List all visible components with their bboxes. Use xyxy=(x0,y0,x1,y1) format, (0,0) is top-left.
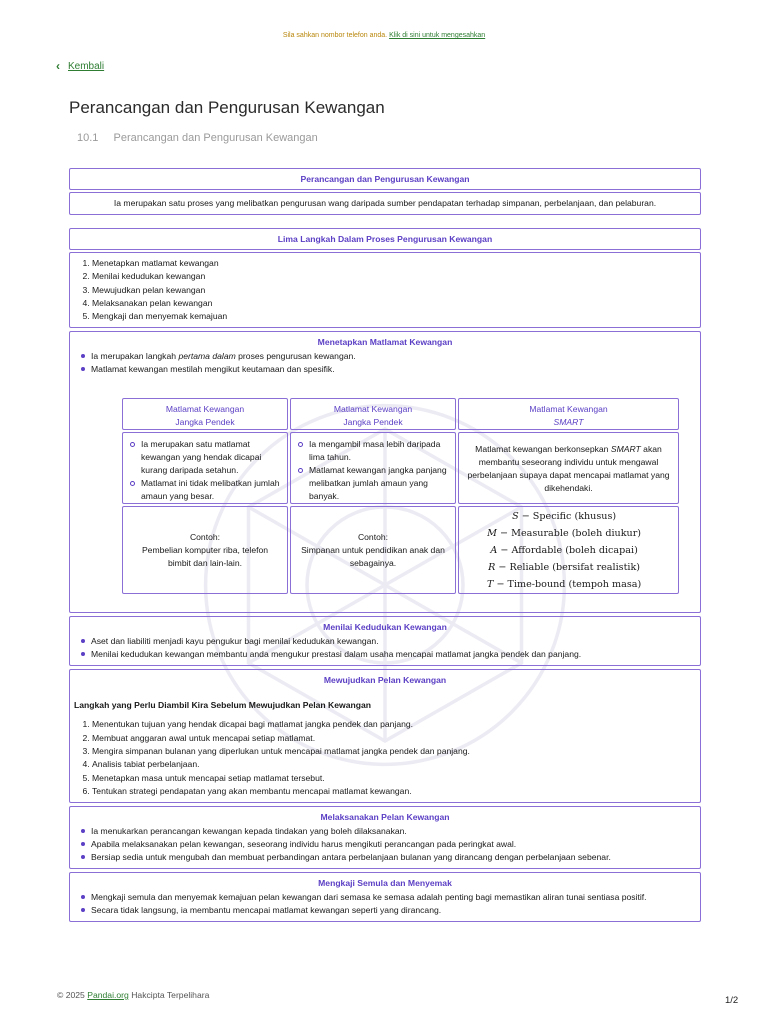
section-name: Perancangan dan Pengurusan Kewangan xyxy=(113,132,318,144)
table-header-smart: Matlamat Kewangan SMART xyxy=(458,398,679,430)
list-item: Ia mengambil masa lebih daripada lima tahun. xyxy=(295,438,451,464)
goals-heading: Menetapkan Matlamat Kewangan xyxy=(317,337,453,348)
review-bullets xyxy=(70,891,700,921)
goals-table xyxy=(122,398,677,594)
goals-bullets xyxy=(70,350,700,380)
list-item: 2. Membuat anggaran awal untuk mencapai setiap matlamat. xyxy=(92,732,694,745)
section-number: 10.1 xyxy=(77,132,99,144)
list-item: 6. Tentukan strategi pendapatan yang akan membantu mencapai matlamat kewangan. xyxy=(92,785,694,798)
footer-brand-link[interactable]: Pandai.org xyxy=(87,990,129,1000)
back-label[interactable]: Kembali xyxy=(68,60,105,72)
goals-section xyxy=(69,331,701,613)
execute-heading: Melaksanakan Pelan Kewangan xyxy=(320,812,450,823)
assess-bullets xyxy=(70,635,700,665)
section-title xyxy=(77,132,318,144)
table-header-short-term: Matlamat Kewangan Jangka Pendek xyxy=(122,398,288,430)
list-item: 2. Menilai kedudukan kewangan xyxy=(92,270,694,283)
list-item: 3. Mengira simpanan bulanan yang diperlukan untuk mencapai matlamat jangka pendek dan panjang. xyxy=(92,745,694,758)
definition-heading-box xyxy=(69,168,701,190)
list-item: Ia merupakan langkah pertama dalam proses pengurusan kewangan. xyxy=(80,350,692,363)
chevron-left-icon: ‹ xyxy=(56,59,60,73)
list-item: Menilai kedudukan kewangan membantu anda mengukur prestasi dalam usaha mencapai matlamat jangka pendek dan panjang. xyxy=(80,648,692,661)
copyright-prefix: © 2025 xyxy=(57,990,85,1000)
list-item: R − Reliable (bersifat realistik) xyxy=(488,562,641,574)
footer xyxy=(57,990,209,1000)
copyright-suffix: Hakcipta Terpelihara xyxy=(131,990,210,1000)
page-number: 1/2 xyxy=(725,995,739,1006)
steps-heading-box xyxy=(69,228,701,250)
page-title: Perancangan dan Pengurusan Kewangan xyxy=(69,98,385,117)
content-area xyxy=(69,168,701,922)
assess-section xyxy=(69,616,701,666)
execute-bullets xyxy=(70,825,700,868)
table-header-long-term: Matlamat Kewangan Jangka Pendek xyxy=(290,398,456,430)
short-term-description xyxy=(122,432,288,504)
list-item: Matlamat kewangan mestilah mengikut keutamaan dan spesifik. xyxy=(80,363,692,376)
steps-list xyxy=(70,253,700,327)
list-item: Ia menukarkan perancangan kewangan kepada tindakan yang boleh dilaksanakan. xyxy=(80,825,692,838)
list-item: A − Affordable (boleh dicapai) xyxy=(490,545,638,557)
list-item: Matlamat kewangan jangka panjang melibatkan jumlah amaun yang banyak. xyxy=(295,464,451,502)
short-term-example: Contoh: Pembelian komputer riba, telefon bimbit dan lain-lain. xyxy=(122,506,288,594)
verification-notice xyxy=(0,32,768,39)
list-item: Apabila melaksanakan pelan kewangan, seseorang individu harus mengikuti perancangan pada peringkat awal. xyxy=(80,838,692,851)
list-item: 1. Menetapkan matlamat kewangan xyxy=(92,257,694,270)
smart-criteria xyxy=(458,506,679,594)
steps-box xyxy=(69,252,701,328)
assess-heading: Menilai Kedudukan Kewangan xyxy=(323,622,447,633)
review-heading: Mengkaji Semula dan Menyemak xyxy=(318,878,452,889)
long-term-description xyxy=(290,432,456,504)
list-item: S − Specific (khusus) xyxy=(512,511,617,523)
list-item: 5. Menetapkan masa untuk mencapai setiap matlamat tersebut. xyxy=(92,772,694,785)
plan-heading: Mewujudkan Pelan Kewangan xyxy=(323,675,447,686)
list-item: Bersiap sedia untuk mengubah dan membuat perbandingan antara perbelanjaan bulanan yang dirancang dengan perbelanjaan sebenar. xyxy=(80,851,692,864)
definition-heading: Perancangan dan Pengurusan Kewangan xyxy=(300,174,470,184)
plan-steps-list xyxy=(70,718,700,802)
list-item: T − Time-bound (tempoh masa) xyxy=(487,579,642,591)
long-term-example: Contoh: Simpanan untuk pendidikan anak dan sebagainya. xyxy=(290,506,456,594)
list-item: Ia merupakan satu matlamat kewangan yang hendak dicapai kurang daripada setahun. xyxy=(127,438,283,476)
list-item: 4. Analisis tabiat perbelanjaan. xyxy=(92,758,694,771)
smart-description: Matlamat kewangan berkonsepkan SMART akan membantu seseorang individu untuk mengawal perbelanjaan supaya dapat mencapai matlamat yang dikehendaki. xyxy=(458,432,679,504)
review-section xyxy=(69,872,701,922)
list-item: 3. Mewujudkan pelan kewangan xyxy=(92,284,694,297)
list-item: Matlamat ini tidak melibatkan jumlah amaun yang besar. xyxy=(127,477,283,503)
verify-link[interactable]: Klik di sini untuk mengesahkan xyxy=(389,32,486,39)
list-item: Aset dan liabiliti menjadi kayu pengukur bagi menilai kedudukan kewangan. xyxy=(80,635,692,648)
definition-box xyxy=(69,192,701,215)
list-item: 5. Mengkaji dan menyemak kemajuan xyxy=(92,310,694,323)
plan-subheading: Langkah yang Perlu Diambil Kira Sebelum Mewujudkan Pelan Kewangan xyxy=(74,700,372,711)
list-item: M − Measurable (boleh diukur) xyxy=(487,528,642,540)
list-item: 1. Menentukan tujuan yang hendak dicapai bagi matlamat jangka pendek dan panjang. xyxy=(92,718,694,731)
steps-heading: Lima Langkah Dalam Proses Pengurusan Kewangan xyxy=(277,234,493,244)
definition-text: Ia merupakan satu proses yang melibatkan pengurusan wang daripada sumber pendapatan terhadap simpanan, perbelanjaan, dan pelaburan. xyxy=(113,198,657,208)
list-item: Mengkaji semula dan menyemak kemajuan pelan kewangan dari semasa ke semasa adalah penting bagi memastikan aliran tunai sentiasa positif. xyxy=(80,891,692,904)
execute-section xyxy=(69,806,701,869)
plan-section xyxy=(69,669,701,803)
list-item: Secara tidak langsung, ia membantu mencapai matlamat kewangan seperti yang dirancang. xyxy=(80,904,692,917)
back-button[interactable] xyxy=(56,60,104,72)
list-item: 4. Melaksanakan pelan kewangan xyxy=(92,297,694,310)
notice-text: Sila sahkan nombor telefon anda. xyxy=(282,32,388,39)
